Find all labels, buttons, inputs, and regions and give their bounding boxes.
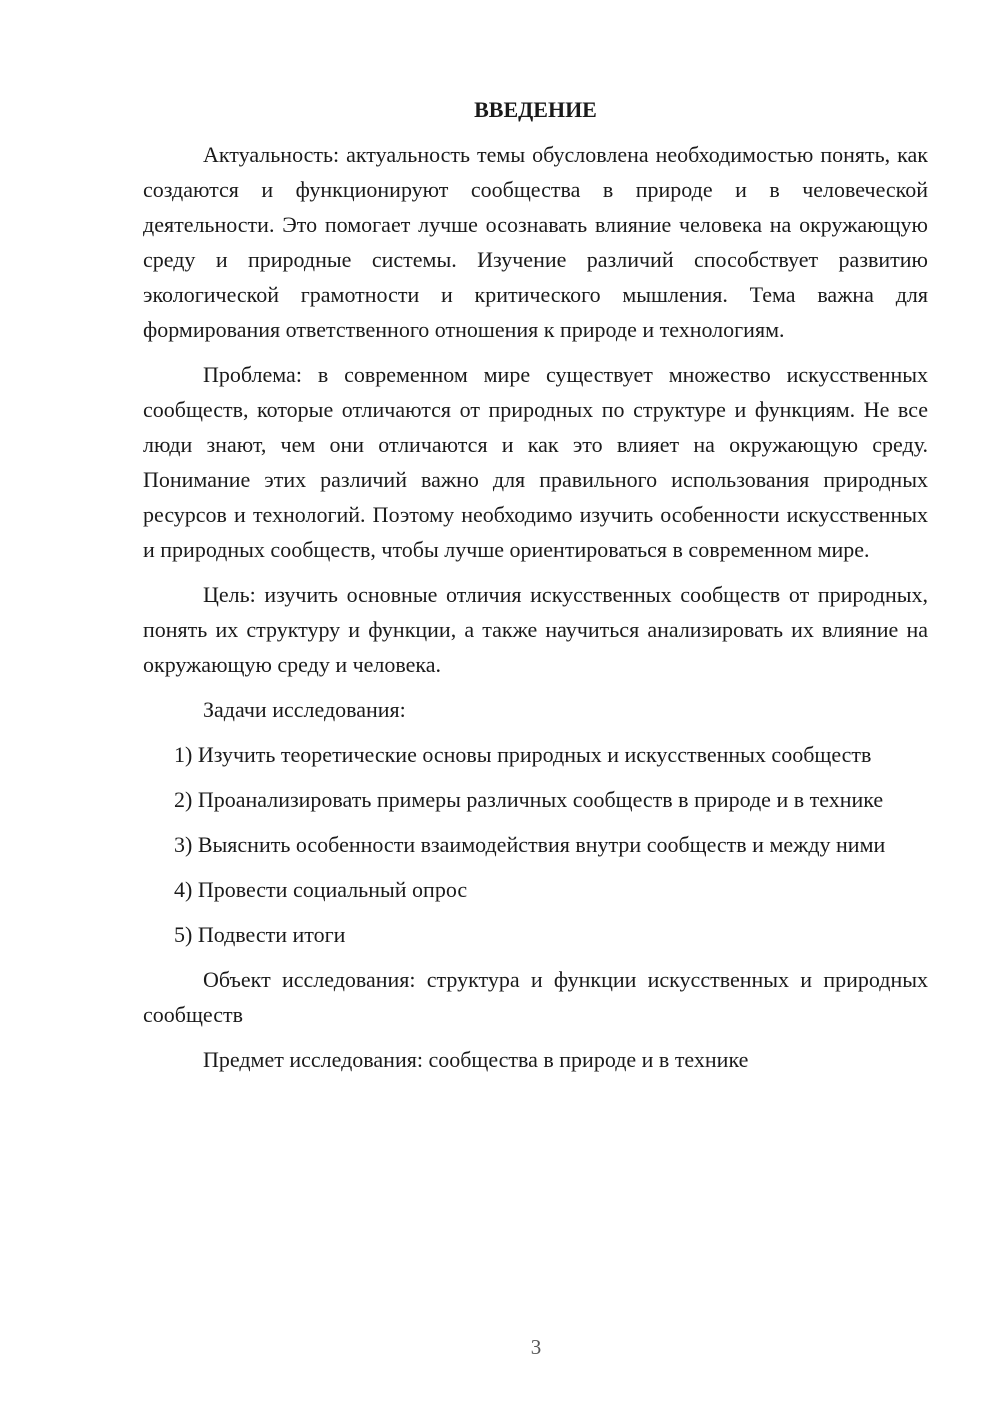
task-item-2: 2) Проанализировать примеры различных сообществ в природе и в технике: [174, 787, 884, 812]
paragraph-subject: Предмет исследования: сообщества в природе и в технике: [203, 1047, 749, 1072]
task-item-1: 1) Изучить теоретические основы природных и искусственных сообществ: [174, 742, 872, 767]
paragraph-problem: Проблема: в современном мире существует множество искусственных сообществ, которые отличаются от природных по структуре и функциям. Не все люди знают, чем они отличаются и как это влияет на окружающую среду. Понимание этих различий важно для правильного использования природных ресурсов и технологий. Поэтому необходимо изучить особенности искусственных и природных сообществ, чтобы лучше ориентироваться в современном мире.: [143, 362, 928, 562]
task-item-3: 3) Выяснить особенности взаимодействия внутри сообществ и между ними: [174, 832, 886, 857]
page-number: 3: [530, 1335, 542, 1359]
paragraph-relevance: Актуальность: актуальность темы обусловлена необходимостью понять, как создаются и функционируют сообщества в природе и в человеческой деятельности. Это помогает лучше осознавать влияние человека на окружающую среду и природные системы. Изучение различий способствует развитию экологической грамотности и критического мышления. Тема важна для формирования ответственного отношения к природе и технологиям.: [143, 142, 928, 342]
task-item-4: 4) Провести социальный опрос: [174, 877, 468, 902]
task-item-5: 5) Подвести итоги: [174, 922, 346, 947]
document-page: [143, 95, 928, 1087]
paragraph-object: Объект исследования: структура и функции искусственных и природных сообществ: [143, 967, 928, 1027]
paragraph-tasks-heading: Задачи исследования:: [203, 697, 406, 722]
section-title: ВВЕДЕНИЕ: [474, 97, 597, 122]
paragraph-goal: Цель: изучить основные отличия искусственных сообществ от природных, понять их структуру и функции, а также научиться анализировать их влияние на окружающую среду и человека.: [143, 582, 928, 677]
tasks-list: [143, 737, 928, 952]
